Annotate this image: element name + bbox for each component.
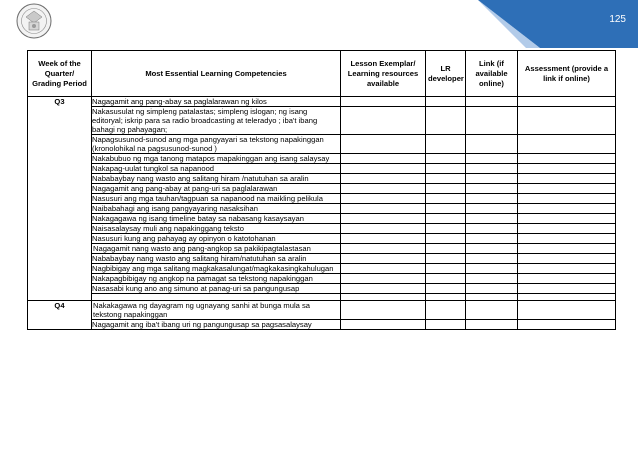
assessment-cell (518, 301, 616, 320)
empty-cell (518, 294, 616, 301)
table-row (28, 184, 616, 194)
lr-developer-cell (426, 164, 466, 174)
competencies-table (27, 50, 616, 330)
exemplar-cell (341, 204, 426, 214)
table-row (28, 164, 616, 174)
link-cell (466, 107, 518, 135)
link-cell (466, 97, 518, 107)
table-row (28, 214, 616, 224)
exemplar-cell (341, 214, 426, 224)
exemplar-cell (341, 154, 426, 164)
lr-developer-cell (426, 214, 466, 224)
quarter-cell: Q3 (28, 97, 92, 301)
assessment-cell (518, 135, 616, 154)
exemplar-cell (341, 97, 426, 107)
table-row (28, 254, 616, 264)
link-cell (466, 274, 518, 284)
table-row (28, 320, 616, 330)
exemplar-cell (341, 254, 426, 264)
lr-developer-cell (426, 107, 466, 135)
header-lesson-exemplar: Lesson Exemplar/ Learning resources available (341, 51, 426, 97)
lr-developer-cell (426, 244, 466, 254)
header-week: Week of the Quarter/ Grading Period (28, 51, 92, 97)
assessment-cell (518, 97, 616, 107)
table-row (28, 294, 616, 301)
table-row (28, 234, 616, 244)
table-row (28, 174, 616, 184)
assessment-cell (518, 214, 616, 224)
assessment-cell (518, 224, 616, 234)
assessment-cell (518, 254, 616, 264)
link-cell (466, 254, 518, 264)
exemplar-cell (341, 174, 426, 184)
page-number: 125 (609, 14, 626, 25)
link-cell (466, 164, 518, 174)
table-row (28, 301, 616, 320)
empty-cell (341, 294, 426, 301)
competency-cell: Naisasalaysay muli ang napakinggang teksto (92, 224, 341, 234)
exemplar-cell (341, 224, 426, 234)
exemplar-cell (341, 107, 426, 135)
table-row (28, 244, 616, 254)
competency-cell: Nababaybay nang wasto ang salitang hiram/natutuhan sa aralin (92, 254, 341, 264)
lr-developer-cell (426, 284, 466, 294)
lr-developer-cell (426, 194, 466, 204)
competency-cell: Nagbibigay ang mga salitang magkakasalungat/magkakasingkahulugan (92, 264, 341, 274)
assessment-cell (518, 274, 616, 284)
link-cell (466, 244, 518, 254)
table-row (28, 224, 616, 234)
lr-developer-cell (426, 274, 466, 284)
link-cell (466, 224, 518, 234)
competency-cell: Naibabahagi ang isang pangyayaring nasaksihan (92, 204, 341, 214)
link-cell (466, 154, 518, 164)
table-row (28, 204, 616, 214)
competency-cell: Nasusuri ang mga tauhan/tagpuan sa napanood na maikling pelikula (92, 194, 341, 204)
table-row (28, 264, 616, 274)
deped-seal-icon (16, 3, 52, 39)
lr-developer-cell (426, 224, 466, 234)
assessment-cell (518, 284, 616, 294)
competency-cell: Napagsusunod-sunod ang mga pangyayari sa tekstong napakinggan (kronolohikal na pagsusunod-sunod ) (92, 135, 341, 154)
competency-cell: Nakakagawa ng dayagram ng ugnayang sanhi at bunga mula sa tekstong napakinggan (92, 301, 341, 320)
header-lr-developer: LR developer (426, 51, 466, 97)
table-row (28, 154, 616, 164)
exemplar-cell (341, 284, 426, 294)
exemplar-cell (341, 274, 426, 284)
assessment-cell (518, 234, 616, 244)
lr-developer-cell (426, 254, 466, 264)
lr-developer-cell (426, 97, 466, 107)
table-header-row (28, 51, 616, 97)
link-cell (466, 135, 518, 154)
link-cell (466, 284, 518, 294)
q3-body (28, 97, 616, 301)
assessment-cell (518, 244, 616, 254)
link-cell (466, 320, 518, 330)
assessment-cell (518, 204, 616, 214)
competency-cell: Nasusuri kung ang pahayag ay opinyon o katotohanan (92, 234, 341, 244)
competency-cell: Nakapagbibigay ng angkop na pamagat sa tekstong napakinggan (92, 274, 341, 284)
table-row (28, 107, 616, 135)
competency-cell: Nagagamit ang pang-abay at pang-uri sa paglalarawan (92, 184, 341, 194)
quarter-cell: Q4 (28, 301, 92, 330)
table-row (28, 274, 616, 284)
assessment-cell (518, 164, 616, 174)
exemplar-cell (341, 135, 426, 154)
lr-developer-cell (426, 264, 466, 274)
link-cell (466, 194, 518, 204)
lr-developer-cell (426, 234, 466, 244)
assessment-cell (518, 264, 616, 274)
assessment-cell (518, 174, 616, 184)
table-row (28, 284, 616, 294)
lr-developer-cell (426, 320, 466, 330)
empty-cell (426, 294, 466, 301)
assessment-cell (518, 184, 616, 194)
lr-developer-cell (426, 184, 466, 194)
table-row (28, 135, 616, 154)
lr-developer-cell (426, 135, 466, 154)
table-row (28, 194, 616, 204)
assessment-cell (518, 320, 616, 330)
header-competencies: Most Essential Learning Competencies (92, 51, 341, 97)
empty-cell (466, 294, 518, 301)
exemplar-cell (341, 301, 426, 320)
lr-developer-cell (426, 301, 466, 320)
link-cell (466, 214, 518, 224)
link-cell (466, 234, 518, 244)
assessment-cell (518, 154, 616, 164)
exemplar-cell (341, 264, 426, 274)
exemplar-cell (341, 244, 426, 254)
q4-body (28, 301, 616, 330)
assessment-cell (518, 107, 616, 135)
link-cell (466, 264, 518, 274)
assessment-cell (518, 194, 616, 204)
competency-cell: Nagagamit ang iba't ibang uri ng pangungusap sa pagsasalaysay (92, 320, 341, 330)
header-assessment: Assessment (provide a link if online) (518, 51, 616, 97)
exemplar-cell (341, 164, 426, 174)
lr-developer-cell (426, 204, 466, 214)
exemplar-cell (341, 320, 426, 330)
competency-cell: Nababaybay nang wasto ang salitang hiram /natutuhan sa aralin (92, 174, 341, 184)
competency-cell: Nakabubuo ng mga tanong matapos mapakinggan ang isang salaysay (92, 154, 341, 164)
competency-cell: Nakapag-uulat tungkol sa napanood (92, 164, 341, 174)
lr-developer-cell (426, 174, 466, 184)
link-cell (466, 301, 518, 320)
competency-cell: Nagagamit ang pang-abay sa paglalarawan ng kilos (92, 97, 341, 107)
lr-developer-cell (426, 154, 466, 164)
header-link: Link (if available online) (466, 51, 518, 97)
exemplar-cell (341, 184, 426, 194)
competency-cell: Nasasabi kung ano ang simuno at panag-uri sa pangungusap (92, 284, 341, 294)
competency-cell: Nagagamit nang wasto ang pang-angkop sa pakikipagtalastasan (92, 244, 341, 254)
competency-cell: Nakagagawa ng isang timeline batay sa nabasang kasaysayan (92, 214, 341, 224)
empty-cell (92, 294, 341, 301)
link-cell (466, 204, 518, 214)
link-cell (466, 184, 518, 194)
exemplar-cell (341, 194, 426, 204)
link-cell (466, 174, 518, 184)
exemplar-cell (341, 234, 426, 244)
competency-cell: Nakasusulat ng simpleng patalastas; simpleng islogan; ng isang editoryal; iskrip para sa radio broadcasting at teleradyo ; iba't ibang bahagi ng pahayagan; (92, 107, 341, 135)
table-row (28, 97, 616, 107)
